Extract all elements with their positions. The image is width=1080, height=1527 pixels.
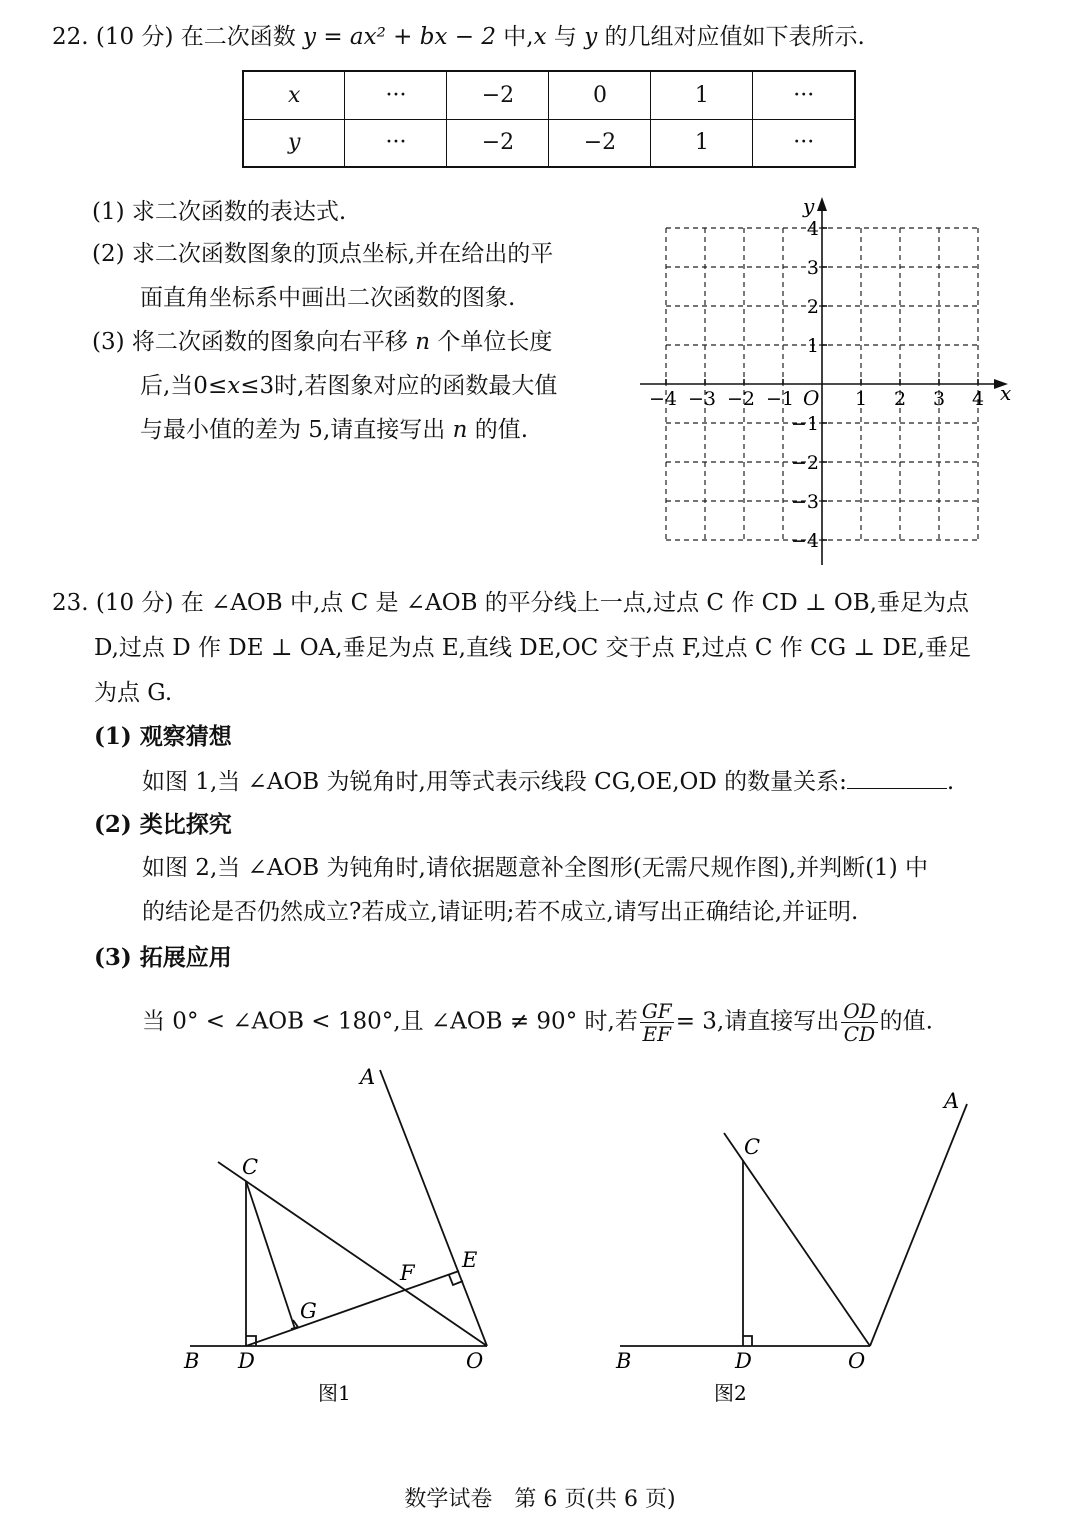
table-cell: 1: [651, 119, 753, 167]
segment-cg: [246, 1181, 295, 1329]
q22-heading: 22. (10 分) 在二次函数 y = ax² + bx − 2 中,x 与 y 的几组对应值如下表所示.: [52, 24, 865, 50]
table-cell: ···: [753, 119, 855, 167]
fig2-label-o: O: [848, 1349, 866, 1373]
table-cell: ···: [345, 119, 447, 167]
q23-section2-line1: 如图 2,当 ∠AOB 为钝角时,请依据题意补全图形(无需尺规作图),并判断(1) 中: [142, 855, 928, 881]
table-cell: −2: [447, 119, 549, 167]
q23-section1-title: (1) 观察猜想: [94, 723, 232, 750]
page-footer: 数学试卷 第 6 页(共 6 页): [404, 1487, 676, 1512]
q23-section2-title: (2) 类比探究: [94, 811, 232, 838]
q23-line2: D,过点 D 作 DE ⊥ OA,垂足为点 E,直线 DE,OC 交于点 F,过点 C 作 CG ⊥ DE,垂足: [94, 635, 971, 661]
figure-2-caption: 图2: [714, 1381, 747, 1405]
q23-section3-text: 当 0° < ∠AOB < 180°,且 ∠AOB ≠ 90° 时,若 $\frac{GF}{EF}$ = 3,请直接写出 $\frac{OD}{CD}$ 的值.: [142, 999, 933, 1046]
x-tick-label: −4: [648, 388, 678, 410]
q22-part2-line2: 面直角坐标系中画出二次函数的图象.: [140, 285, 516, 311]
fig2-label-b: B: [616, 1349, 632, 1373]
x-tick-label: 1: [854, 388, 868, 410]
label-e: E: [462, 1248, 478, 1272]
label-b: B: [184, 1349, 200, 1373]
q23-line3: 为点 G.: [94, 680, 173, 706]
ray-oa: [380, 1070, 487, 1346]
label-c: C: [242, 1155, 259, 1179]
label-g: G: [300, 1299, 317, 1323]
table-cell: 1: [651, 71, 753, 119]
q23-section3-title: (3) 拓展应用: [94, 944, 232, 971]
q23-number: 23.: [52, 590, 89, 616]
label-f: F: [400, 1261, 415, 1285]
table-cell: −2: [447, 71, 549, 119]
x-tick-label: 4: [971, 388, 985, 410]
y-axis-label: y: [803, 194, 815, 218]
table-cell: ···: [753, 71, 855, 119]
y-tick-label: 2: [806, 296, 819, 318]
table-cell: −2: [549, 119, 651, 167]
table-cell: y: [243, 119, 345, 167]
q22-part2-line1: (2) 求二次函数图象的顶点坐标,并在给出的平: [92, 241, 554, 267]
fig2-label-c: C: [744, 1135, 761, 1159]
q22-score: (10 分): [95, 24, 174, 50]
q23-section1-text: 如图 1,当 ∠AOB 为锐角时,用等式表示线段 CG,OE,OD 的数量关系: .: [142, 766, 954, 797]
y-tick-label: 3: [806, 257, 819, 279]
q23-score: (10 分): [95, 590, 174, 616]
fraction-od-cd: $\frac{OD}{CD}$: [843, 999, 876, 1046]
fraction-gf-ef: $\frac{GF}{EF}$: [641, 999, 672, 1046]
figure-1-caption: 图1: [318, 1381, 351, 1405]
table-cell: x: [243, 71, 345, 119]
table-cell: 0: [549, 71, 651, 119]
table-cell: ···: [345, 71, 447, 119]
q22-formula: y = ax² + bx − 2: [303, 24, 496, 50]
x-tick-label: −1: [765, 388, 795, 410]
x-axis-label: x: [1000, 381, 1012, 405]
fig2-right-angle-d-icon: [743, 1336, 752, 1346]
x-tick-label: −2: [726, 388, 756, 410]
q22-number: 22.: [52, 24, 89, 50]
x-tick-label: −3: [687, 388, 717, 410]
fig2-line-oc: [724, 1133, 870, 1346]
label-a: A: [360, 1065, 376, 1089]
fig2-label-d: D: [735, 1349, 752, 1373]
line-de: [246, 1271, 459, 1346]
y-tick-label: 4: [806, 218, 819, 240]
origin-label: O: [803, 386, 820, 410]
y-tick-label: 1: [806, 335, 819, 357]
q23-section2-line2: 的结论是否仍然成立?若成立,请证明;若不成立,请写出正确结论,并证明.: [142, 899, 859, 925]
y-tick-label: −2: [790, 452, 819, 474]
q22-part3-line3: 与最小值的差为 5,请直接写出 n 的值.: [140, 417, 529, 443]
label-d: D: [238, 1349, 255, 1373]
x-tick-label: 2: [893, 388, 907, 410]
x-tick-label: 3: [932, 388, 946, 410]
q22-part1: (1) 求二次函数的表达式.: [92, 199, 347, 225]
label-o: O: [466, 1349, 484, 1373]
y-tick-label: −1: [790, 413, 819, 435]
fig2-label-a: A: [944, 1089, 960, 1113]
q23-line1: 23. (10 分) 在 ∠AOB 中,点 C 是 ∠AOB 的平分线上一点,过点 C 作 CD ⊥ OB,垂足为点: [52, 590, 969, 616]
line-oc: [218, 1162, 487, 1346]
y-tick-label: −3: [790, 491, 819, 513]
fig2-ray-oa: [870, 1104, 967, 1346]
q22-part3-line2: 后,当0≤x≤3时,若图象对应的函数最大值: [140, 373, 558, 399]
y-tick-label: −4: [790, 530, 819, 552]
q22-part3-line1: (3) 将二次函数的图象向右平移 n 个单位长度: [92, 329, 553, 355]
